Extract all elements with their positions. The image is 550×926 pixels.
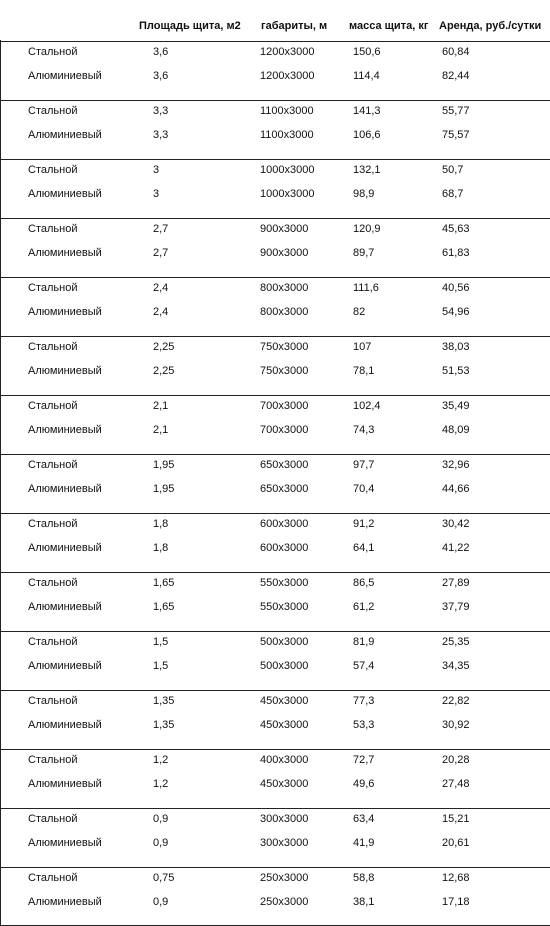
table-group xyxy=(0,513,550,572)
area-cell: 2,4 xyxy=(153,282,169,294)
material-cell: Стальной xyxy=(28,400,78,412)
mass-cell: 78,1 xyxy=(353,365,375,377)
header-mass: масса щита, кг xyxy=(349,20,429,32)
rent-cell: 35,49 xyxy=(442,400,470,412)
mass-cell: 102,4 xyxy=(353,400,381,412)
rent-cell: 37,79 xyxy=(442,601,470,613)
mass-cell: 58,8 xyxy=(353,872,375,884)
dimensions-cell: 450x3000 xyxy=(260,719,309,731)
area-cell: 2,1 xyxy=(153,424,169,436)
material-cell: Стальной xyxy=(28,577,78,589)
dimensions-cell: 750x3000 xyxy=(260,341,309,353)
rent-cell: 40,56 xyxy=(442,282,470,294)
table-header xyxy=(0,0,550,40)
area-cell: 3,6 xyxy=(153,70,169,82)
mass-cell: 49,6 xyxy=(353,778,375,790)
table-group xyxy=(0,100,550,159)
header-rent: Аренда, руб./сутки xyxy=(439,20,542,32)
rent-cell: 15,21 xyxy=(442,813,470,825)
rent-cell: 22,82 xyxy=(442,695,470,707)
material-cell: Алюминиевый xyxy=(28,660,102,672)
table-group xyxy=(0,218,550,277)
rent-cell: 55,77 xyxy=(442,105,470,117)
material-cell: Стальной xyxy=(28,105,78,117)
dimensions-cell: 250x3000 xyxy=(260,872,309,884)
mass-cell: 107 xyxy=(353,341,372,353)
mass-cell: 106,6 xyxy=(353,129,381,141)
dimensions-cell: 500x3000 xyxy=(260,660,309,672)
area-cell: 3,6 xyxy=(153,46,169,58)
mass-cell: 82 xyxy=(353,306,366,318)
dimensions-cell: 400x3000 xyxy=(260,754,309,766)
area-cell: 0,9 xyxy=(153,896,169,908)
mass-cell: 114,4 xyxy=(353,70,380,82)
mass-cell: 132,1 xyxy=(353,164,381,176)
table-group xyxy=(0,159,550,218)
area-cell: 1,35 xyxy=(153,719,175,731)
material-cell: Алюминиевый xyxy=(28,247,102,259)
rent-cell: 82,44 xyxy=(442,70,470,82)
rent-cell: 30,42 xyxy=(442,518,470,530)
rent-cell: 75,57 xyxy=(442,129,470,141)
rent-cell: 61,83 xyxy=(442,247,470,259)
area-cell: 3 xyxy=(153,164,160,176)
mass-cell: 53,3 xyxy=(353,719,375,731)
table-group xyxy=(0,395,550,454)
area-cell: 1,35 xyxy=(153,695,175,707)
table-group xyxy=(0,808,550,867)
dimensions-cell: 700x3000 xyxy=(260,424,309,436)
material-cell: Стальной xyxy=(28,459,78,471)
dimensions-cell: 300x3000 xyxy=(260,813,309,825)
table-group xyxy=(0,454,550,513)
area-cell: 1,8 xyxy=(153,518,169,530)
rent-cell: 60,84 xyxy=(442,46,470,58)
rent-cell: 12,68 xyxy=(442,872,470,884)
dimensions-cell: 1000x3000 xyxy=(260,164,315,176)
area-cell: 2,7 xyxy=(153,247,169,259)
dimensions-cell: 800x3000 xyxy=(260,306,309,318)
mass-cell: 86,5 xyxy=(353,577,375,589)
area-cell: 2,7 xyxy=(153,223,169,235)
material-cell: Стальной xyxy=(28,518,78,530)
area-cell: 1,2 xyxy=(153,778,169,790)
material-cell: Алюминиевый xyxy=(28,778,102,790)
area-cell: 3,3 xyxy=(153,105,169,117)
area-cell: 1,95 xyxy=(153,483,175,495)
dimensions-cell: 750x3000 xyxy=(260,365,309,377)
material-cell: Стальной xyxy=(28,754,78,766)
rent-cell: 25,35 xyxy=(442,636,470,648)
dimensions-cell: 1200x3000 xyxy=(260,70,315,82)
material-cell: Стальной xyxy=(28,46,78,58)
dimensions-cell: 450x3000 xyxy=(260,695,309,707)
rent-cell: 20,61 xyxy=(442,837,470,849)
mass-cell: 70,4 xyxy=(353,483,375,495)
mass-cell: 97,7 xyxy=(353,459,375,471)
material-cell: Алюминиевый xyxy=(28,719,102,731)
material-cell: Стальной xyxy=(28,223,78,235)
mass-cell: 91,2 xyxy=(353,518,375,530)
dimensions-cell: 1000x3000 xyxy=(260,188,315,200)
table-group xyxy=(0,572,550,631)
dimensions-cell: 300x3000 xyxy=(260,837,309,849)
rent-cell: 34,35 xyxy=(442,660,470,672)
mass-cell: 120,9 xyxy=(353,223,381,235)
area-cell: 2,1 xyxy=(153,400,169,412)
dimensions-cell: 500x3000 xyxy=(260,636,309,648)
header-area: Площадь щита, м2 xyxy=(139,20,241,32)
dimensions-cell: 650x3000 xyxy=(260,459,309,471)
area-cell: 1,65 xyxy=(153,601,175,613)
dimensions-cell: 550x3000 xyxy=(260,577,309,589)
mass-cell: 57,4 xyxy=(353,660,375,672)
material-cell: Алюминиевый xyxy=(28,896,102,908)
dimensions-cell: 250x3000 xyxy=(260,896,309,908)
material-cell: Алюминиевый xyxy=(28,365,102,377)
mass-cell: 41,9 xyxy=(353,837,375,849)
mass-cell: 141,3 xyxy=(353,105,381,117)
rent-cell: 48,09 xyxy=(442,424,470,436)
dimensions-cell: 550x3000 xyxy=(260,601,309,613)
rent-cell: 45,63 xyxy=(442,223,470,235)
material-cell: Стальной xyxy=(28,341,78,353)
material-cell: Алюминиевый xyxy=(28,70,102,82)
mass-cell: 72,7 xyxy=(353,754,375,766)
mass-cell: 77,3 xyxy=(353,695,375,707)
area-cell: 1,95 xyxy=(153,459,175,471)
dimensions-cell: 1100x3000 xyxy=(260,105,314,117)
dimensions-cell: 700x3000 xyxy=(260,400,309,412)
mass-cell: 38,1 xyxy=(353,896,375,908)
material-cell: Стальной xyxy=(28,695,78,707)
area-cell: 1,8 xyxy=(153,542,169,554)
material-cell: Стальной xyxy=(28,813,78,825)
rent-cell: 30,92 xyxy=(442,719,470,731)
dimensions-cell: 1100x3000 xyxy=(260,129,314,141)
dimensions-cell: 600x3000 xyxy=(260,542,309,554)
table-group xyxy=(0,690,550,749)
area-cell: 1,5 xyxy=(153,636,169,648)
table-group xyxy=(0,749,550,808)
table-group xyxy=(0,867,550,926)
area-cell: 0,75 xyxy=(153,872,175,884)
mass-cell: 150,6 xyxy=(353,46,381,58)
rent-cell: 51,53 xyxy=(442,365,470,377)
material-cell: Алюминиевый xyxy=(28,306,102,318)
table-group xyxy=(0,336,550,395)
material-cell: Алюминиевый xyxy=(28,542,102,554)
dimensions-cell: 900x3000 xyxy=(260,223,309,235)
material-cell: Алюминиевый xyxy=(28,483,102,495)
area-cell: 0,9 xyxy=(153,813,169,825)
area-cell: 2,4 xyxy=(153,306,169,318)
material-cell: Алюминиевый xyxy=(28,129,102,141)
area-cell: 1,5 xyxy=(153,660,169,672)
dimensions-cell: 650x3000 xyxy=(260,483,309,495)
material-cell: Алюминиевый xyxy=(28,424,102,436)
material-cell: Стальной xyxy=(28,164,78,176)
table-group xyxy=(0,277,550,336)
area-cell: 1,65 xyxy=(153,577,175,589)
dimensions-cell: 450x3000 xyxy=(260,778,309,790)
area-cell: 3 xyxy=(153,188,160,200)
table-group xyxy=(0,41,550,100)
dimensions-cell: 600x3000 xyxy=(260,518,309,530)
area-cell: 3,3 xyxy=(153,129,169,141)
mass-cell: 74,3 xyxy=(353,424,375,436)
rent-cell: 20,28 xyxy=(442,754,470,766)
mass-cell: 89,7 xyxy=(353,247,375,259)
material-cell: Алюминиевый xyxy=(28,837,102,849)
rent-cell: 44,66 xyxy=(442,483,470,495)
dimensions-cell: 1200x3000 xyxy=(260,46,315,58)
mass-cell: 64,1 xyxy=(353,542,375,554)
rent-cell: 32,96 xyxy=(442,459,470,471)
rent-cell: 41,22 xyxy=(442,542,470,554)
area-cell: 1,2 xyxy=(153,754,169,766)
mass-cell: 98,9 xyxy=(353,188,375,200)
material-cell: Алюминиевый xyxy=(28,188,102,200)
table-group xyxy=(0,631,550,690)
rent-cell: 68,7 xyxy=(442,188,464,200)
rent-cell: 50,7 xyxy=(442,164,464,176)
material-cell: Стальной xyxy=(28,636,78,648)
area-cell: 0,9 xyxy=(153,837,169,849)
material-cell: Стальной xyxy=(28,872,78,884)
mass-cell: 81,9 xyxy=(353,636,375,648)
rent-cell: 54,96 xyxy=(442,306,470,318)
rent-cell: 17,18 xyxy=(442,896,470,908)
rent-cell: 27,48 xyxy=(442,778,470,790)
rent-cell: 27,89 xyxy=(442,577,470,589)
material-cell: Алюминиевый xyxy=(28,601,102,613)
header-dimensions: габариты, м xyxy=(261,20,328,32)
dimensions-cell: 900x3000 xyxy=(260,247,309,259)
rent-cell: 38,03 xyxy=(442,341,470,353)
dimensions-cell: 800x3000 xyxy=(260,282,309,294)
area-cell: 2,25 xyxy=(153,365,175,377)
mass-cell: 61,2 xyxy=(353,601,375,613)
mass-cell: 63,4 xyxy=(353,813,375,825)
material-cell: Стальной xyxy=(28,282,78,294)
mass-cell: 111,6 xyxy=(353,282,379,294)
area-cell: 2,25 xyxy=(153,341,175,353)
